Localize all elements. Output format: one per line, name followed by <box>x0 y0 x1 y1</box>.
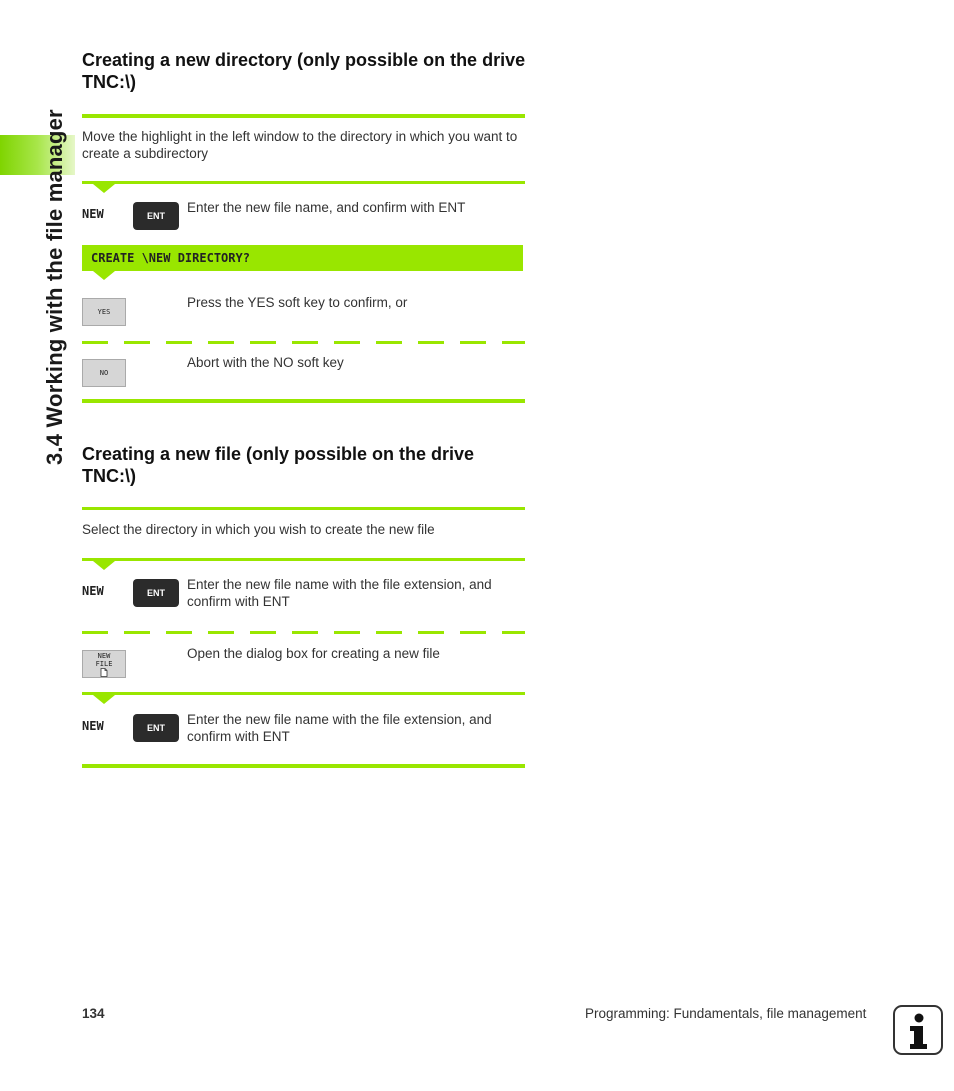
new-label: NEW <box>82 719 104 733</box>
divider <box>82 558 525 561</box>
softkey-line: NEW <box>97 651 111 660</box>
section1-intro: Move the highlight in the left window to the directory in which you want to create a subdirectory <box>82 129 518 161</box>
file-icon <box>100 668 108 677</box>
divider <box>82 399 525 403</box>
ent-key-button[interactable]: ENT <box>133 202 179 230</box>
divider <box>82 181 525 184</box>
chapter-title: 3.4 Working with the file manager <box>42 109 67 465</box>
divider <box>82 692 525 695</box>
section2-heading: Creating a new file (only possible on the drive TNC:\) <box>82 444 475 486</box>
yes-softkey[interactable]: YES <box>82 298 126 326</box>
ent-key-button[interactable]: ENT <box>133 714 179 742</box>
info-glyph <box>895 1007 941 1053</box>
new-label: NEW <box>82 584 104 598</box>
step-arrow-icon <box>93 184 115 193</box>
step-arrow-icon <box>93 695 115 704</box>
dashed-divider <box>82 631 525 634</box>
footer-title: Programming: Fundamentals, file management <box>585 1006 867 1021</box>
divider <box>82 764 525 768</box>
step-text: Enter the new file name with the file extension, and confirm with ENT <box>187 712 492 744</box>
section1-heading: Creating a new directory (only possible on the drive TNC:\) <box>82 50 526 92</box>
step-text: Abort with the NO soft key <box>187 355 344 370</box>
dialog-prompt <box>82 245 523 271</box>
step-arrow-icon <box>93 271 115 280</box>
info-icon <box>893 1005 943 1055</box>
section2-intro: Select the directory in which you wish to create the new file <box>82 522 435 537</box>
step-arrow-icon <box>93 561 115 570</box>
dialog-prompt-text: CREATE \NEW DIRECTORY? <box>91 251 250 265</box>
ent-key-button[interactable]: ENT <box>133 579 179 607</box>
dashed-divider <box>82 341 525 344</box>
new-label: NEW <box>82 207 104 221</box>
new-file-softkey[interactable] <box>82 650 126 678</box>
step-text: Press the YES soft key to confirm, or <box>187 295 408 310</box>
divider <box>82 114 525 118</box>
step-text: Open the dialog box for creating a new file <box>187 646 440 661</box>
no-softkey[interactable]: NO <box>82 359 126 387</box>
page-number: 134 <box>82 1006 105 1021</box>
step-text: Enter the new file name, and confirm with ENT <box>187 200 466 215</box>
softkey-line: FILE <box>95 659 113 668</box>
step-text: Enter the new file name with the file extension, and confirm with ENT <box>187 577 492 609</box>
divider <box>82 507 525 510</box>
